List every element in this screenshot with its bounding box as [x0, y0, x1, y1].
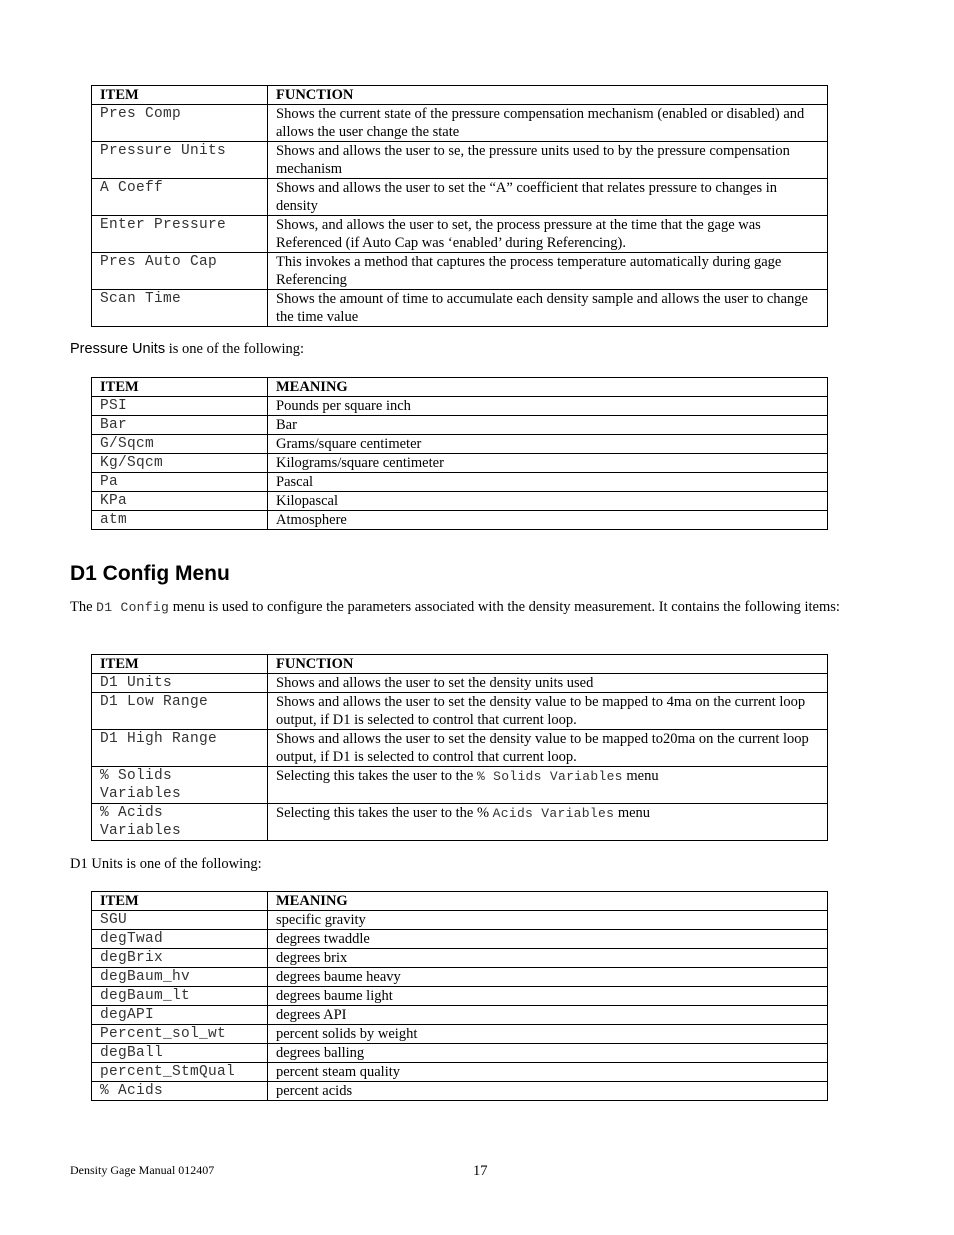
meaning-cell: percent acids [268, 1082, 828, 1101]
function-cell: Shows the amount of time to accumulate each density sample and allows the user to change the time value [268, 290, 828, 327]
intro-post: menu is used to configure the parameters associated with the density measurement. It contains the following items: [169, 599, 840, 615]
column-header-meaning: MEANING [268, 378, 828, 397]
function-cell: Shows and allows the user to set the density value to be mapped to 4ma on the current loop output, if D1 is selected to control that current loop. [268, 693, 828, 730]
item-cell: degBall [92, 1044, 268, 1063]
item-cell: D1 Low Range [92, 693, 268, 730]
item-cell [92, 804, 268, 841]
column-header-item: ITEM [92, 892, 268, 911]
item-line: % Solids [100, 768, 173, 784]
item-cell: percent_StmQual [92, 1063, 268, 1082]
table-row [92, 949, 828, 968]
table-row [92, 804, 828, 841]
table-row [92, 1044, 828, 1063]
table-row [92, 1063, 828, 1082]
item-cell: Pa [92, 473, 268, 492]
item-cell: degBaum_lt [92, 987, 268, 1006]
table-header-row [92, 86, 828, 105]
column-header-item: ITEM [92, 378, 268, 397]
pressure-comp-table [91, 85, 828, 327]
item-cell: Kg/Sqcm [92, 454, 268, 473]
function-code: Acids Variables [492, 806, 615, 821]
meaning-cell: Kilograms/square centimeter [268, 454, 828, 473]
table-row [92, 511, 828, 530]
table-row [92, 968, 828, 987]
meaning-cell: degrees baume heavy [268, 968, 828, 987]
pressure-units-intro [70, 340, 304, 359]
table-row [92, 930, 828, 949]
d1-units-intro: D1 Units is one of the following: [70, 856, 262, 872]
function-cell: This invokes a method that captures the process temperature automatically during gage Referencing [268, 253, 828, 290]
item-cell: Pressure Units [92, 142, 268, 179]
table-row [92, 142, 828, 179]
item-line: Variables [100, 823, 182, 839]
table-row [92, 454, 828, 473]
item-cell: degBaum_hv [92, 968, 268, 987]
column-header-item: ITEM [92, 655, 268, 674]
item-cell: Bar [92, 416, 268, 435]
table-row [92, 473, 828, 492]
item-cell: degBrix [92, 949, 268, 968]
meaning-cell: degrees API [268, 1006, 828, 1025]
item-cell: A Coeff [92, 179, 268, 216]
function-cell: Shows the current state of the pressure compensation mechanism (enabled or disabled) and allows the user change the state [268, 105, 828, 142]
function-cell [268, 804, 828, 841]
item-cell [92, 767, 268, 804]
table1-body [92, 105, 828, 327]
d1-config-table [91, 654, 828, 841]
item-cell: G/Sqcm [92, 435, 268, 454]
column-header-meaning: MEANING [268, 892, 828, 911]
table-row [92, 911, 828, 930]
meaning-cell: Atmosphere [268, 511, 828, 530]
table-row [92, 179, 828, 216]
item-line: % Acids [100, 805, 164, 821]
table-row [92, 253, 828, 290]
table-row [92, 435, 828, 454]
item-cell: Enter Pressure [92, 216, 268, 253]
item-cell: D1 High Range [92, 730, 268, 767]
meaning-cell: Kilopascal [268, 492, 828, 511]
meaning-cell: Pounds per square inch [268, 397, 828, 416]
table-row [92, 767, 828, 804]
function-pre: Selecting this takes the user to the % [276, 805, 493, 821]
item-cell: Percent_sol_wt [92, 1025, 268, 1044]
column-header-function: FUNCTION [268, 655, 828, 674]
function-cell: Shows and allows the user to set the density value to be mapped to20ma on the current loop output, if D1 is selected to control that current loop. [268, 730, 828, 767]
item-cell: Scan Time [92, 290, 268, 327]
table-row [92, 730, 828, 767]
d1-units-table [91, 891, 828, 1101]
table-header-row [92, 378, 828, 397]
function-pre: Selecting this takes the user to the [276, 768, 477, 784]
function-cell [268, 767, 828, 804]
table3-body [92, 674, 828, 841]
table-row [92, 397, 828, 416]
item-cell: Pres Auto Cap [92, 253, 268, 290]
column-header-function: FUNCTION [268, 86, 828, 105]
function-post: menu [622, 768, 659, 784]
function-cell: Shows and allows the user to se, the pressure units used to by the pressure compensation mechanism [268, 142, 828, 179]
table-row [92, 290, 828, 327]
function-cell: Shows and allows the user to set the “A” coefficient that relates pressure to changes in density [268, 179, 828, 216]
item-cell: PSI [92, 397, 268, 416]
section-heading: D1 Config Menu [70, 562, 230, 585]
table-row [92, 674, 828, 693]
table-header-row [92, 892, 828, 911]
table-row [92, 1082, 828, 1101]
table-row [92, 105, 828, 142]
item-cell: SGU [92, 911, 268, 930]
table-row [92, 216, 828, 253]
page-number: 17 [473, 1163, 488, 1179]
intro-pre: The [70, 599, 97, 615]
table-row [92, 492, 828, 511]
table-header-row [92, 655, 828, 674]
item-cell: KPa [92, 492, 268, 511]
item-cell: degAPI [92, 1006, 268, 1025]
section-intro [70, 598, 880, 617]
column-header-item: ITEM [92, 86, 268, 105]
item-cell: Pres Comp [92, 105, 268, 142]
item-cell: degTwad [92, 930, 268, 949]
meaning-cell: degrees balling [268, 1044, 828, 1063]
table-row [92, 416, 828, 435]
meaning-cell: degrees baume light [268, 987, 828, 1006]
meaning-cell: degrees twaddle [268, 930, 828, 949]
item-cell: atm [92, 511, 268, 530]
meaning-cell: degrees brix [268, 949, 828, 968]
table4-body [92, 911, 828, 1101]
function-post: menu [614, 805, 651, 821]
meaning-cell: percent steam quality [268, 1063, 828, 1082]
function-cell: Shows, and allows the user to set, the process pressure at the time that the gage was Referenced (if Auto Cap was ‘enabled’ during Referencing). [268, 216, 828, 253]
meaning-cell: specific gravity [268, 911, 828, 930]
intro-code: D1 Config [96, 600, 170, 615]
table-row [92, 1025, 828, 1044]
item-cell: D1 Units [92, 674, 268, 693]
table2-body [92, 397, 828, 530]
meaning-cell: Bar [268, 416, 828, 435]
item-cell: % Acids [92, 1082, 268, 1101]
function-code: % Solids Variables [476, 769, 623, 784]
table-row [92, 987, 828, 1006]
table-row [92, 1006, 828, 1025]
meaning-cell: percent solids by weight [268, 1025, 828, 1044]
footer-doc-title: Density Gage Manual 012407 [70, 1163, 215, 1177]
meaning-cell: Pascal [268, 473, 828, 492]
pressure-units-term: Pressure Units [70, 341, 166, 357]
item-line: Variables [100, 786, 182, 802]
meaning-cell: Grams/square centimeter [268, 435, 828, 454]
table-row [92, 693, 828, 730]
pressure-units-table [91, 377, 828, 530]
pressure-units-rest: is one of the following: [165, 341, 305, 357]
function-cell: Shows and allows the user to set the density units used [268, 674, 828, 693]
